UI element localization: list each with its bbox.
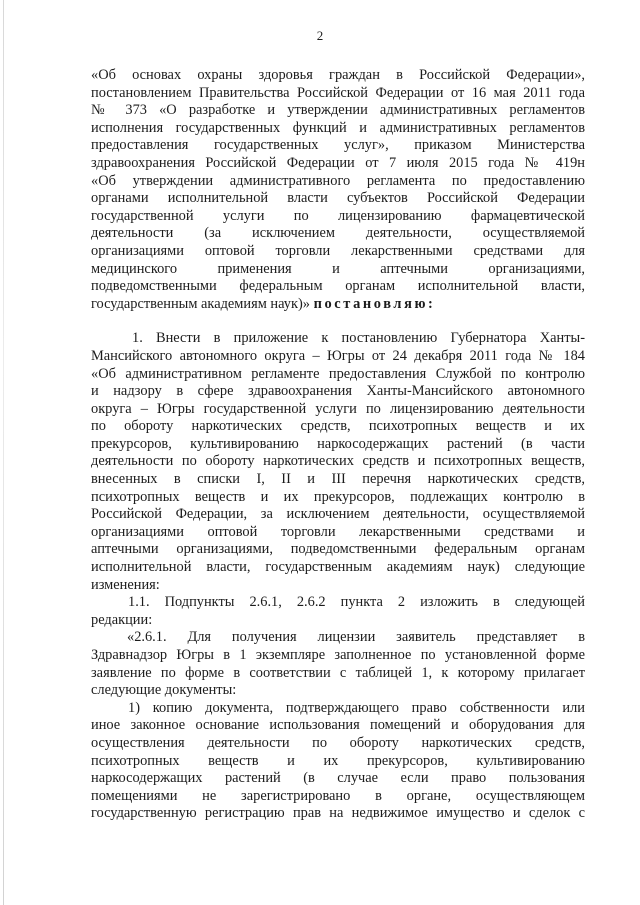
text-line: органами исполнительной власти субъектов Российской Федерации xyxy=(91,190,585,207)
text-line: деятельности (за исключением деятельности, осуществляемой xyxy=(91,225,585,242)
decree-word: постановляю: xyxy=(313,295,436,312)
text-line: «2.6.1. Для получения лицензии заявитель представляет в xyxy=(127,629,585,646)
text-line: изменения: xyxy=(91,576,160,593)
text-line: «Об основах охраны здоровья граждан в Российской Федерации», xyxy=(91,67,585,83)
text-line: заявление по форме в соответствии с таблицей 1, к которому прилагает xyxy=(91,664,585,681)
paragraph-clause-2-6-1 xyxy=(91,629,585,699)
paragraph-gap xyxy=(91,313,585,330)
text-line: исполнения государственных функций и административных регламентов xyxy=(91,119,585,136)
page-number: 2 xyxy=(316,28,324,43)
paragraph-subitem-1-1 xyxy=(91,594,585,629)
text-line: осуществления деятельности по обороту наркотических средств, xyxy=(91,734,585,751)
document-body xyxy=(91,67,585,823)
text-line: государственным академиям наук)» xyxy=(91,295,310,312)
text-line: «Об утверждении административного регламента по предоставлению xyxy=(91,172,585,189)
text-line: медицинского применения и аптечными организациями, xyxy=(91,260,585,277)
text-line: «Об административном регламенте предоставления Службой по контролю xyxy=(91,365,585,382)
text-line: 1) копию документа, подтверждающего право собственности или xyxy=(128,699,585,716)
text-line: психотропных веществ и их прекурсоров, подлежащих контролю в xyxy=(91,488,585,505)
text-line: деятельности по обороту наркотических средств и психотропных веществ, xyxy=(91,453,585,470)
paragraph-preamble xyxy=(91,67,585,313)
text-line: 1. Внести в приложение к постановлению Губернатора Ханты- xyxy=(132,330,585,347)
text-line: Российской Федерации, за исключением деятельности, осуществляемой xyxy=(91,506,585,523)
text-line: редакции: xyxy=(91,611,153,628)
text-line: организациями оптовой торговли лекарственными средствами и xyxy=(91,523,585,540)
text-line: наркосодержащих растений (в случае если право пользования xyxy=(91,770,585,787)
text-line: аптечными организациями, подведомственными федеральным органам xyxy=(91,541,585,558)
text-line: исполнительной власти, государственным академиям наук) следующие xyxy=(91,559,585,576)
text-line: Мансийского автономного округа – Югры от 24 декабря 2011 года № 184 xyxy=(91,347,585,364)
paragraph-list-item-1 xyxy=(91,700,585,823)
text-line: государственную регистрацию прав на недвижимое имущество и сделок с xyxy=(91,805,585,822)
text-line: организациями оптовой торговли лекарственными средствами для xyxy=(91,242,585,259)
text-line: следующие документы: xyxy=(91,682,237,699)
text-line: здравоохранения Российской Федерации от 7 июля 2015 года № 419н xyxy=(91,154,585,171)
text-line: прекурсоров, культивированию наркосодержащих растений (в части xyxy=(91,435,585,452)
text-line: предоставления государственных услуг», приказом Министерства xyxy=(91,137,585,154)
text-line: государственной услуги по лицензированию фармацевтической xyxy=(91,207,585,224)
text-line: по обороту наркотических средств, психотропных веществ и их xyxy=(91,418,585,435)
paragraph-item-1 xyxy=(91,330,585,594)
text-line: № 373 «О разработке и утверждении административных регламентов xyxy=(91,102,585,119)
text-line: внесенных в списки I, II и III перечня наркотических средств, xyxy=(91,471,585,488)
text-line: Здравнадзор Югры в 1 экземпляре заполненное по установленной форме xyxy=(91,647,585,663)
text-line: иное законное основание использования помещений и оборудования для xyxy=(91,717,585,734)
text-line: округа – Югры государственной услуги по лицензированию деятельности xyxy=(91,400,585,417)
text-line-with-decree xyxy=(91,296,585,314)
text-line: постановлением Правительства Российской Федерации от 16 мая 2011 года xyxy=(91,84,585,101)
scan-edge xyxy=(3,0,4,905)
text-line: подведомственными федеральным органам исполнительной власти, xyxy=(91,278,585,295)
text-line: помещениями не зарегистрировано в органе, осуществляющем xyxy=(91,787,585,804)
text-line: психотропных веществ и их прекурсоров, культивированию xyxy=(91,752,585,769)
text-line: и надзору в сфере здравоохранения Ханты-Мансийского автономного xyxy=(91,383,585,400)
text-line: 1.1. Подпункты 2.6.1, 2.6.2 пункта 2 изложить в следующей xyxy=(128,594,585,611)
